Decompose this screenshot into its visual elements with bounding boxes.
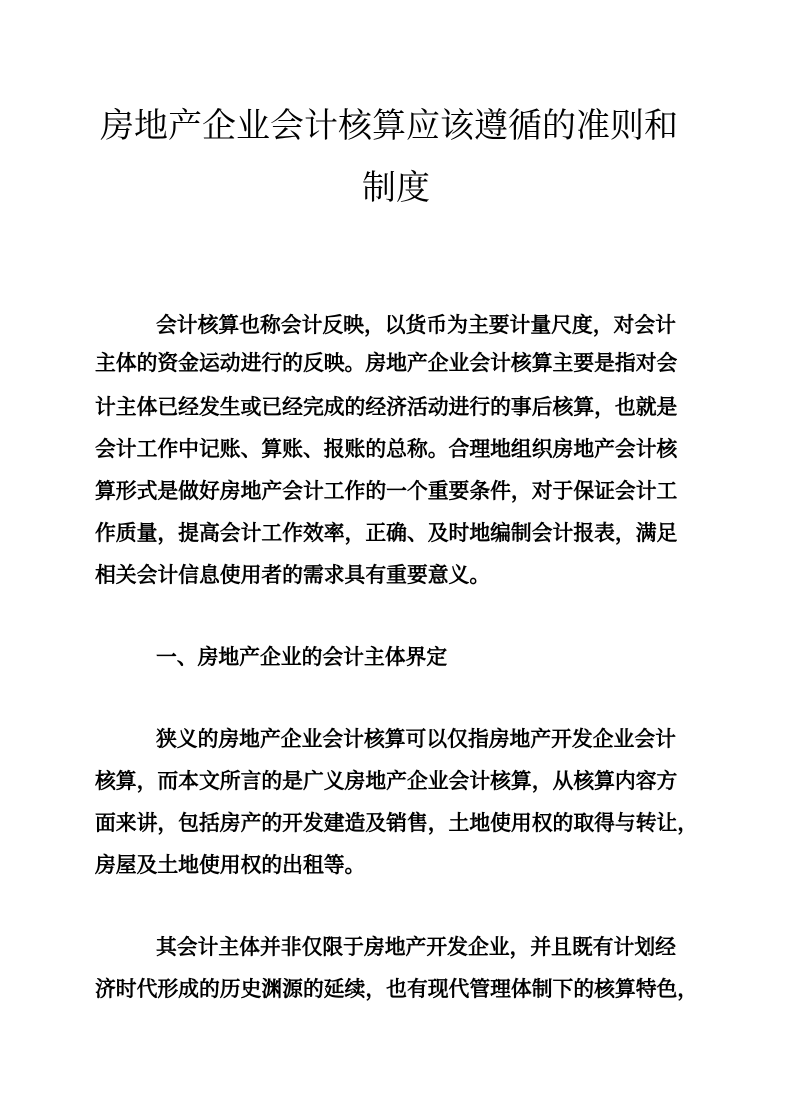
section-heading: 一、房地产企业的会计主体界定 (156, 645, 448, 669)
paragraph-1-line: 会计工作中记账、算账、报账的总称。合理地组织房地产会计核 (95, 437, 678, 461)
paragraph-1-line: 主体的资金运动进行的反映。房地产企业会计核算主要是指对会 (95, 351, 678, 375)
paragraph-1-line: 算形式是做好房地产会计工作的一个重要条件，对于保证会计工 (95, 479, 678, 503)
paragraph-2-line: 面来讲，包括房产的开发建造及销售，土地使用权的取得与转让， (95, 811, 699, 835)
paragraph-1-line: 计主体已经发生或已经完成的经济活动进行的事后核算，也就是 (95, 395, 678, 419)
document-title-line-2: 制度 (362, 168, 430, 208)
paragraph-1-line: 会计核算也称会计反映，以货币为主要计量尺度，对会计 (156, 313, 676, 337)
paragraph-1-line: 作质量，提高会计工作效率，正确、及时地编制会计报表，满足 (95, 521, 678, 545)
document-title-line-1: 房地产企业会计核算应该遵循的准则和 (100, 106, 678, 146)
paragraph-1-line: 相关会计信息使用者的需求具有重要意义。 (95, 563, 491, 587)
paragraph-2-line: 房屋及土地使用权的出租等。 (95, 853, 366, 877)
paragraph-3-line: 其会计主体并非仅限于房地产开发企业，并且既有计划经 (156, 935, 676, 959)
paragraph-3-line: 济时代形成的历史渊源的延续，也有现代管理体制下的核算特色， (95, 977, 699, 1001)
paragraph-2-line: 核算，而本文所言的是广义房地产企业会计核算，从核算内容方 (95, 769, 678, 793)
paragraph-2-line: 狭义的房地产企业会计核算可以仅指房地产开发企业会计 (156, 727, 676, 751)
